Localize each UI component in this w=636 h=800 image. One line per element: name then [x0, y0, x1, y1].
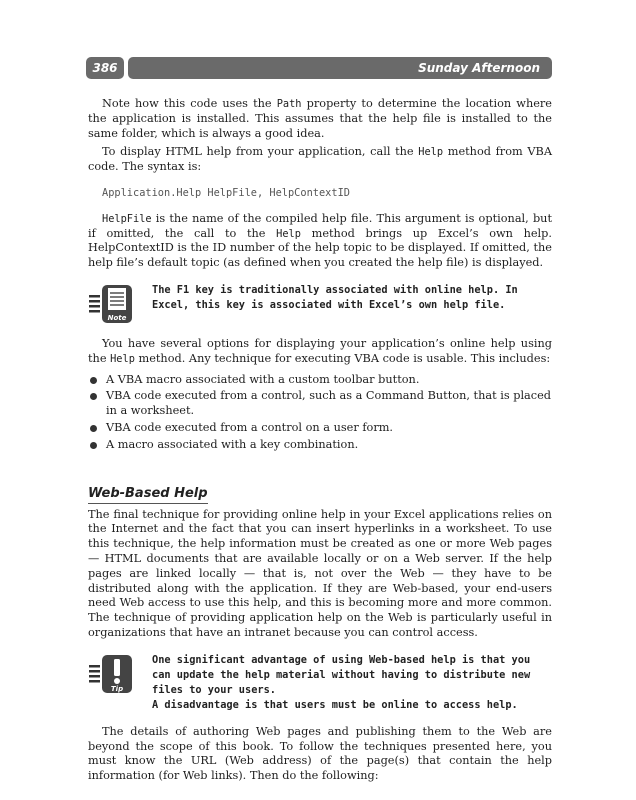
paragraph-helpfile: HelpFile is the name of the compiled help file. This argument is optional, but if omitted, the call to the Help method brings up Excel’s own help. HelpContextID is the ID number of the help topic to be displayed. If omitted, the help file’s default topic (as defined when you created the help file) is displayed.: [88, 211, 552, 270]
inline-code: Help: [418, 146, 444, 159]
tip-icon: [88, 653, 134, 695]
page-header: [86, 57, 552, 79]
bullet-list: [88, 373, 552, 453]
note-text: The F1 key is traditionally associated with online help. In Excel, this key is associated with Excel’s own help file.: [152, 283, 518, 311]
tip-icon-label: Tip: [110, 684, 124, 693]
inline-code: Path: [276, 98, 302, 110]
page-number: 386: [86, 57, 124, 79]
section-heading-web-based-help: Web-Based Help: [88, 485, 208, 504]
header-bar: [128, 57, 552, 79]
tip-callout: [88, 653, 552, 713]
paragraph-options: You have several options for displaying your application’s online help using the Help method. Any technique for executing VBA code is usable. This includes:: [88, 336, 552, 365]
page-content: [88, 97, 552, 788]
paragraph-web-technique: The final technique for providing online help in your Excel applications relies on the Internet and the fact that you can insert hyperlinks in a worksheet. To use this technique, the help information must be created as one or more Web pages — HTML documents that are available locally or on a Web server. If the help pages are linked locally — that is, not over the Web — they have to be distributed along with the application. If they are Web-based, your end-users need Web access to use this help, and this is becoming more and more common. The technique of providing application help on the Web is particularly useful in organizations that have an intranet because you can control access.: [88, 507, 552, 639]
note-icon: [88, 283, 134, 325]
tip-text-advantage: One significant advantage of using Web-based help is that you can update the help material without having to distribute new files to your users.: [152, 653, 531, 696]
bullet-icon: [90, 393, 97, 400]
list-item: VBA code executed from a control, such as a Command Button, that is placed in a worksheet.: [88, 389, 552, 419]
paragraph-path-property: Note how this code uses the Path property to determine the location where the application is installed. This assumes that the help file is installed to the same folder, which is always a good idea.: [88, 97, 552, 140]
section-title: Sunday Afternoon: [418, 61, 540, 75]
note-callout: [88, 283, 552, 325]
tip-text-disadvantage: A disadvantage is that users must be online to access help.: [152, 698, 518, 711]
paragraph-html-help: To display HTML help from your application, call the Help method from VBA code. The syntax is:: [88, 145, 552, 174]
inline-code: Help: [110, 352, 135, 365]
list-item: A VBA macro associated with a custom toolbar button.: [88, 373, 552, 388]
bullet-icon: [90, 377, 97, 384]
paragraph-details: The details of authoring Web pages and publishing them to the Web are beyond the scope of this book. To follow the techniques presented here, you must know the URL (Web address) of the page(s) that contain the help information (for Web links). Then do the following:: [88, 724, 552, 783]
inline-code: HelpFile: [102, 212, 152, 225]
list-item: VBA code executed from a control on a user form.: [88, 421, 552, 436]
note-icon-label: Note: [107, 313, 127, 322]
list-item: A macro associated with a key combination.: [88, 438, 552, 453]
bullet-icon: [90, 442, 97, 449]
inline-code: Help: [276, 227, 301, 240]
bullet-icon: [90, 425, 97, 432]
code-sample: Application.Help HelpFile, HelpContextID: [102, 186, 350, 199]
